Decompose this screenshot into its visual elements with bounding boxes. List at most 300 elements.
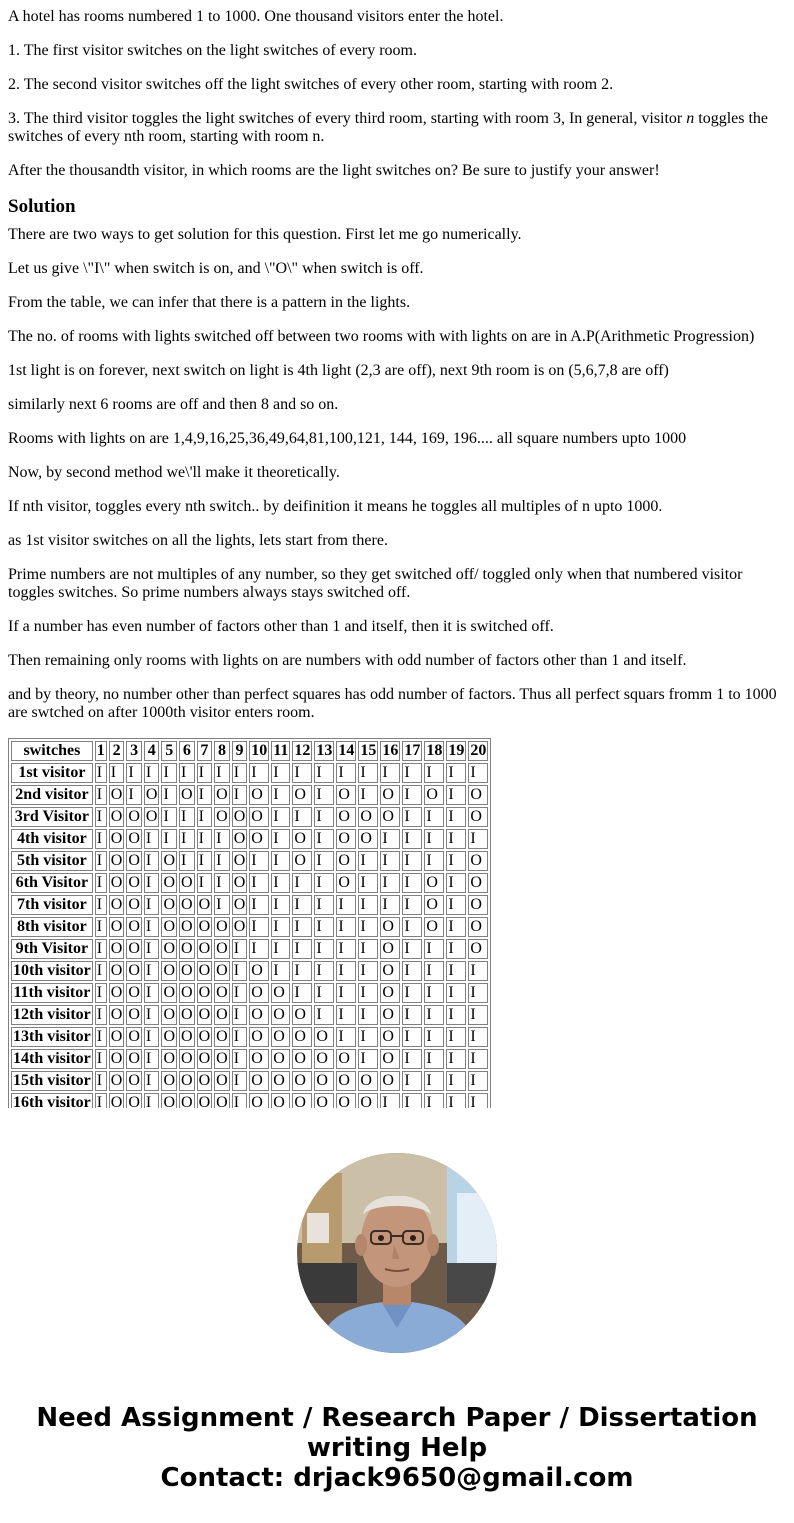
switch-state-cell: O [249, 961, 269, 981]
switch-state-cell: I [446, 1005, 466, 1025]
switch-state-cell: I [314, 851, 334, 871]
switch-state-cell: I [380, 873, 400, 893]
switch-state-cell: I [402, 829, 422, 849]
table-row [11, 917, 488, 937]
switch-state-cell: I [144, 895, 160, 915]
switch-state-cell: I [271, 939, 290, 959]
switch-state-cell: I [380, 763, 400, 783]
switch-state-cell: I [424, 1093, 444, 1108]
switch-state-cell: I [271, 785, 290, 805]
switch-state-cell: I [249, 939, 269, 959]
table-container [8, 738, 786, 1108]
row-visitor-label: 3rd Visitor [11, 807, 93, 827]
switch-state-cell: O [336, 785, 356, 805]
switch-state-cell: I [232, 1049, 248, 1069]
switch-state-cell: I [214, 851, 230, 871]
switch-state-cell: I [271, 961, 290, 981]
row-visitor-label: 12th visitor [13, 1006, 91, 1023]
switch-state-cell: I [292, 983, 312, 1003]
switch-state-cell: O [380, 939, 400, 959]
switch-state-cell: O [110, 1028, 123, 1045]
switch-state-cell: I [314, 829, 334, 849]
switch-state-cell: I [446, 939, 466, 959]
row-visitor-label: 14th visitor [13, 1050, 91, 1067]
switch-state-cell: I [424, 1071, 444, 1091]
switch-state-cell: O [380, 983, 400, 1003]
solution-paragraph: and by theory, no number other than perfect squares has odd number of factors. Thus all perfect squars fromm 1 to 1000 are swtched on after 1000th visitor enters room. [8, 686, 777, 721]
switch-state-cell: O [249, 829, 269, 849]
switch-state-cell: O [163, 962, 176, 979]
switch-state-cell: O [292, 1093, 312, 1108]
table-header-switch-number: 4 [144, 741, 160, 761]
switch-state-cell: I [424, 763, 444, 783]
switch-state-cell: O [128, 896, 140, 913]
table-row [11, 1071, 488, 1091]
switch-state-cell: I [468, 1093, 488, 1108]
switch-state-cell: O [214, 1093, 230, 1108]
switch-state-cell: I [271, 829, 290, 849]
switch-state-cell: O [292, 1027, 312, 1047]
switch-state-cell: I [95, 1071, 107, 1091]
switch-state-cell: I [446, 807, 466, 827]
switch-state-cell: O [216, 962, 228, 979]
switch-state-cell: I [109, 763, 125, 783]
row-visitor-label: 10th visitor [13, 962, 91, 979]
row-visitor-label: 16th visitor [11, 1093, 93, 1108]
switch-state-cell: I [402, 961, 422, 981]
switch-state-cell: O [336, 1071, 356, 1091]
switch-state-cell: I [144, 1071, 160, 1091]
switch-state-cell: I [144, 1027, 160, 1047]
switch-state-cell: O [181, 1006, 193, 1023]
switch-state-cell: I [358, 873, 378, 893]
switch-state-cell: I [314, 917, 334, 937]
switch-state-cell: I [380, 829, 400, 849]
switch-state-cell: I [336, 763, 356, 783]
table-row [11, 1005, 488, 1025]
row-visitor-label: 11th visitor [11, 983, 93, 1003]
switch-state-cell: I [336, 917, 356, 937]
switch-state-cell: O [249, 1049, 269, 1069]
switch-state-cell: I [179, 763, 195, 783]
switch-state-cell: I [144, 917, 160, 937]
switch-state-cell: O [110, 940, 123, 957]
switch-state-cell: O [216, 918, 228, 935]
switch-state-cell: I [161, 785, 177, 805]
switch-state-cell: I [358, 895, 378, 915]
switch-state-cell: O [271, 1049, 290, 1069]
question-step-1: 1. The first visitor switches on the light switches of every room. [8, 42, 417, 59]
switch-state-cell: I [197, 807, 213, 827]
table-row [11, 829, 488, 849]
switch-state-cell: I [446, 1049, 466, 1069]
switch-state-cell: I [358, 763, 378, 783]
switch-state-cell: O [292, 785, 312, 805]
footer-line-2: writing Help [306, 1433, 488, 1463]
switch-state-cell: O [216, 786, 228, 803]
switch-state-cell: I [271, 851, 290, 871]
table-row [11, 851, 488, 871]
switch-state-cell: I [197, 763, 213, 783]
switch-state-cell: I [314, 1005, 334, 1025]
switch-state-cell: I [468, 1049, 488, 1069]
switch-state-cell: O [216, 808, 228, 825]
switch-state-cell: I [402, 1049, 422, 1069]
table-row [11, 895, 488, 915]
switch-state-cell: O [380, 917, 400, 937]
switch-state-cell: O [181, 896, 193, 913]
switch-state-cell: O [314, 1049, 334, 1069]
switch-state-cell: I [95, 851, 107, 871]
switch-state-cell: O [128, 874, 140, 891]
switch-state-cell: I [402, 1071, 422, 1091]
switch-state-cell: I [402, 873, 422, 893]
switch-state-cell: O [271, 1093, 290, 1108]
switch-state-cell: O [314, 1093, 334, 1108]
switch-state-cell: O [249, 807, 269, 827]
switch-state-cell: O [110, 852, 123, 869]
switch-state-cell: O [424, 785, 444, 805]
table-header-switch-number: 6 [179, 741, 195, 761]
solution-paragraph: as 1st visitor switches on all the lights, lets start from there. [8, 532, 388, 549]
switch-state-cell: O [380, 1027, 400, 1047]
table-row [11, 939, 488, 959]
switch-state-cell: I [232, 785, 248, 805]
table-row [11, 763, 488, 783]
avatar [297, 1153, 497, 1353]
switch-state-cell: I [95, 1093, 107, 1108]
switch-state-cell: O [358, 829, 378, 849]
switch-state-cell: I [232, 1027, 248, 1047]
switch-state-cell: O [314, 1071, 334, 1091]
solution-paragraph: similarly next 6 rooms are off and then 8 and so on. [8, 396, 339, 413]
switch-state-cell: O [179, 1093, 195, 1108]
switch-state-cell: O [110, 1072, 123, 1089]
switch-state-cell: I [249, 895, 269, 915]
switch-state-cell: I [214, 895, 230, 915]
solution-paragraph: If a number has even number of factors other than 1 and itself, then it is switched off. [8, 618, 554, 635]
question-step-3: 3. The third visitor toggles the light switches of every third room, starting with room 3, In general, visitor n toggles the switches of every nth room, starting with room n. [8, 110, 769, 145]
switch-state-cell: O [163, 1050, 176, 1067]
switch-state-cell: O [163, 874, 176, 891]
switch-state-cell: I [232, 1005, 248, 1025]
solution-heading: Solution [8, 196, 76, 217]
switch-state-cell: O [198, 896, 211, 913]
switch-state-cell: I [314, 983, 334, 1003]
switch-state-cell: O [292, 1005, 312, 1025]
switch-state-cell: O [128, 940, 140, 957]
switch-state-cell: I [446, 785, 466, 805]
switch-state-cell: O [233, 830, 246, 847]
switch-state-cell: I [314, 939, 334, 959]
switch-state-cell: I [380, 851, 400, 871]
switch-state-cell: O [233, 918, 246, 935]
switch-state-cell: O [110, 962, 123, 979]
table-header-switch-number: 5 [161, 741, 177, 761]
switch-state-cell: I [214, 763, 230, 783]
footer-line-1: Need Assignment / Research Paper / Dissertation [36, 1403, 758, 1433]
switch-state-cell: I [424, 1005, 444, 1025]
switch-state-cell: I [292, 895, 312, 915]
table-row [11, 1093, 488, 1108]
switch-state-cell: O [292, 829, 312, 849]
switch-state-cell: I [402, 1027, 422, 1047]
switch-state-cell: I [314, 763, 334, 783]
switch-state-cell: I [468, 763, 488, 783]
switch-state-cell: O [110, 830, 123, 847]
switch-state-cell: O [216, 940, 228, 957]
table-header-switch-number: 1 [96, 742, 105, 759]
switch-state-cell: I [314, 807, 334, 827]
switch-table [8, 738, 491, 1108]
switch-state-cell: O [271, 983, 290, 1003]
switch-state-cell: I [402, 1093, 422, 1108]
switch-state-cell: I [446, 1093, 466, 1108]
switch-state-cell: O [128, 830, 140, 847]
switch-state-cell: O [110, 896, 123, 913]
switch-state-cell: O [336, 873, 356, 893]
switch-state-cell: O [128, 962, 140, 979]
switch-state-cell: I [95, 1049, 107, 1069]
switch-state-cell: O [314, 1027, 334, 1047]
switch-state-cell: I [292, 873, 312, 893]
switch-state-cell: O [110, 808, 123, 825]
footer-contact: Contact: drjack9650@gmail.com [160, 1463, 634, 1493]
switch-state-cell: I [446, 829, 466, 849]
switch-state-cell: O [163, 1072, 176, 1089]
switch-state-cell: O [249, 1071, 269, 1091]
table-header-switch-number: 14 [338, 742, 355, 759]
switch-state-cell: O [424, 895, 444, 915]
switch-state-cell: I [468, 1027, 488, 1047]
switch-state-cell: I [126, 763, 142, 783]
switch-state-cell: O [249, 1093, 269, 1108]
switch-state-cell: I [249, 873, 269, 893]
switch-state-cell: I [161, 763, 177, 783]
switch-state-cell: I [249, 851, 269, 871]
switch-state-cell: O [468, 895, 488, 915]
switch-state-cell: O [358, 1071, 378, 1091]
switch-state-cell: I [424, 961, 444, 981]
switch-state-cell: O [468, 917, 488, 937]
switch-state-cell: I [292, 807, 312, 827]
switch-state-cell: I [232, 939, 248, 959]
switch-state-cell: I [179, 851, 195, 871]
switch-state-cell: I [314, 873, 334, 893]
table-header-switch-number: 20 [470, 742, 487, 759]
switch-state-cell: O [198, 1072, 211, 1089]
solution-paragraph: If nth visitor, toggles every nth switch.. by deifinition it means he toggles all multiples of n upto 1000. [8, 498, 663, 515]
switch-state-cell: O [380, 1005, 400, 1025]
switch-state-cell: I [214, 829, 230, 849]
switch-state-cell: O [128, 984, 140, 1001]
switch-state-cell: O [181, 962, 193, 979]
switch-state-cell: I [336, 939, 356, 959]
switch-state-cell: I [336, 895, 356, 915]
row-visitor-label: 5th visitor [11, 851, 93, 871]
switch-state-cell: I [446, 763, 466, 783]
switch-state-cell: I [314, 961, 334, 981]
switch-state-cell: I [446, 1027, 466, 1047]
table-header-switch-number: 16 [382, 742, 399, 759]
switch-state-cell: O [198, 1050, 211, 1067]
switch-state-cell: O [181, 1072, 193, 1089]
solution-paragraph: From the table, we can infer that there is a pattern in the lights. [8, 294, 411, 311]
switch-state-cell: O [181, 1050, 193, 1067]
table-header-switch-number: 15 [360, 742, 377, 759]
switch-state-cell: O [198, 1006, 211, 1023]
switch-state-cell: I [161, 807, 177, 827]
switch-state-cell: I [314, 785, 334, 805]
switch-state-cell: I [271, 895, 290, 915]
switch-state-cell: O [336, 807, 356, 827]
switch-state-cell: O [145, 808, 158, 825]
switch-state-cell: O [181, 874, 193, 891]
switch-state-cell: I [95, 785, 107, 805]
switch-state-cell: I [95, 1005, 107, 1025]
switch-state-cell: O [292, 1071, 312, 1091]
table-header-switch-number: 3 [126, 741, 142, 761]
switch-state-cell: O [198, 962, 211, 979]
switch-state-cell: I [144, 1093, 160, 1108]
switch-state-cell: I [424, 1027, 444, 1047]
switch-state-cell: I [402, 895, 422, 915]
table-header-switches: switches [11, 741, 93, 761]
table-row [11, 983, 488, 1003]
switch-state-cell: I [402, 807, 422, 827]
switch-state-cell: O [163, 852, 176, 869]
switch-state-cell: I [424, 807, 444, 827]
switch-state-cell: O [249, 1005, 269, 1025]
switch-state-cell: I [179, 807, 195, 827]
switch-state-cell: O [109, 1093, 125, 1108]
switch-state-cell: I [424, 1049, 444, 1069]
switch-state-cell: O [216, 1050, 228, 1067]
switch-state-cell: O [163, 940, 176, 957]
switch-state-cell: I [292, 763, 312, 783]
solution-paragraph: Prime numbers are not multiples of any number, so they get switched off/ toggled only when that numbered visitor toggles switches. So prime numbers always stays switched off. [8, 566, 743, 601]
table-header-switch-number: 12 [294, 742, 311, 759]
switch-state-cell: I [144, 873, 160, 893]
footer-banner [0, 1403, 794, 1493]
row-visitor-label: 4th visitor [11, 829, 93, 849]
switch-state-cell: I [249, 917, 269, 937]
switch-state-cell: I [161, 829, 177, 849]
switch-state-cell: I [232, 1093, 248, 1108]
solution-paragraph: Rooms with lights on are 1,4,9,16,25,36,49,64,81,100,121, 144, 169, 196.... all square numbers upto 1000 [8, 430, 687, 447]
switch-state-cell: O [163, 1006, 176, 1023]
switch-state-cell: O [110, 984, 123, 1001]
switch-state-cell: O [197, 1093, 213, 1108]
solution-paragraph: Then remaining only rooms with lights on are numbers with odd number of factors other than 1 and itself. [8, 652, 687, 669]
solution-paragraph: 1st light is on forever, next switch on light is 4th light (2,3 are off), next 9th room is on (5,6,7,8 are off) [8, 362, 669, 379]
table-row [11, 1027, 488, 1047]
table-header-row [11, 741, 488, 761]
table-row [11, 785, 488, 805]
switch-state-cell: O [336, 1093, 356, 1108]
switch-state-cell: I [95, 873, 107, 893]
switch-state-cell: O [163, 984, 176, 1001]
switch-state-cell: O [181, 918, 193, 935]
switch-state-cell: I [292, 917, 312, 937]
switch-state-cell: I [292, 961, 312, 981]
solution-paragraphs [8, 226, 786, 722]
switch-state-cell: I [424, 939, 444, 959]
row-visitor-label: 9th Visitor [11, 939, 93, 959]
variable-n: n [686, 110, 695, 127]
switch-state-cell: O [110, 1050, 123, 1067]
switch-state-cell: I [144, 829, 160, 849]
switch-state-cell: O [271, 1071, 290, 1091]
switch-state-cell: I [144, 851, 160, 871]
row-visitor-label: 15th visitor [13, 1072, 91, 1089]
switch-state-cell: O [181, 1028, 193, 1045]
switch-state-cell: I [380, 895, 400, 915]
switch-state-cell: O [181, 786, 193, 803]
switch-state-cell: O [358, 807, 378, 827]
switch-state-cell: O [336, 851, 356, 871]
switch-state-cell: O [271, 1005, 290, 1025]
switch-state-cell: O [249, 785, 269, 805]
switch-state-cell: O [292, 1049, 312, 1069]
switch-state-cell: I [144, 763, 160, 783]
switch-state-cell: I [402, 763, 422, 783]
row-visitor-label: 8th visitor [11, 917, 93, 937]
switch-state-cell: O [233, 852, 246, 869]
table-row [11, 1049, 488, 1069]
switch-state-cell: O [380, 1071, 400, 1091]
switch-state-cell: O [198, 940, 211, 957]
switch-state-cell: I [95, 829, 107, 849]
switch-state-cell: I [468, 829, 488, 849]
question-intro: A hotel has rooms numbered 1 to 1000. One thousand visitors enter the hotel. [8, 8, 504, 25]
switch-state-cell: I [144, 939, 160, 959]
switch-state-cell: I [446, 873, 466, 893]
question-step-2: 2. The second visitor switches off the light switches of every other room, starting with room 2. [8, 76, 614, 93]
switch-state-cell: I [214, 873, 230, 893]
switch-state-cell: I [292, 939, 312, 959]
switch-state-cell: I [336, 1027, 356, 1047]
solution-paragraph: Let us give \"I\" when switch is on, and \"O\" when switch is off. [8, 260, 424, 277]
switch-state-cell: I [232, 983, 248, 1003]
switch-state-cell: O [249, 983, 269, 1003]
switch-state-cell: O [380, 785, 400, 805]
switch-state-cell: O [110, 1006, 123, 1023]
switch-state-cell: O [249, 1027, 269, 1047]
switch-state-cell: I [358, 961, 378, 981]
switch-state-cell: I [402, 785, 422, 805]
solution-paragraph: The no. of rooms with lights switched off between two rooms with with lights on are in A.P(Arithmetic Progression) [8, 328, 755, 345]
switch-state-cell: I [271, 807, 290, 827]
switch-state-cell: O [198, 1028, 211, 1045]
table-header-switch-number: 19 [448, 742, 465, 759]
solution-paragraph: There are two ways to get solution for this question. First let me go numerically. [8, 226, 522, 243]
switch-state-cell: I [271, 917, 290, 937]
switch-state-cell: O [380, 807, 400, 827]
switch-state-cell: I [358, 1027, 378, 1047]
avatar-photo [297, 1153, 497, 1353]
switch-state-cell: I [126, 785, 142, 805]
switch-state-cell: O [216, 1072, 228, 1089]
switch-state-cell: I [358, 1005, 378, 1025]
switch-state-cell: O [271, 1027, 290, 1047]
switch-state-cell: I [402, 1005, 422, 1025]
switch-state-cell: I [179, 829, 195, 849]
switch-state-cell: I [358, 983, 378, 1003]
switch-state-cell: O [380, 961, 400, 981]
switch-state-cell: I [197, 785, 213, 805]
switch-state-cell: I [446, 961, 466, 981]
